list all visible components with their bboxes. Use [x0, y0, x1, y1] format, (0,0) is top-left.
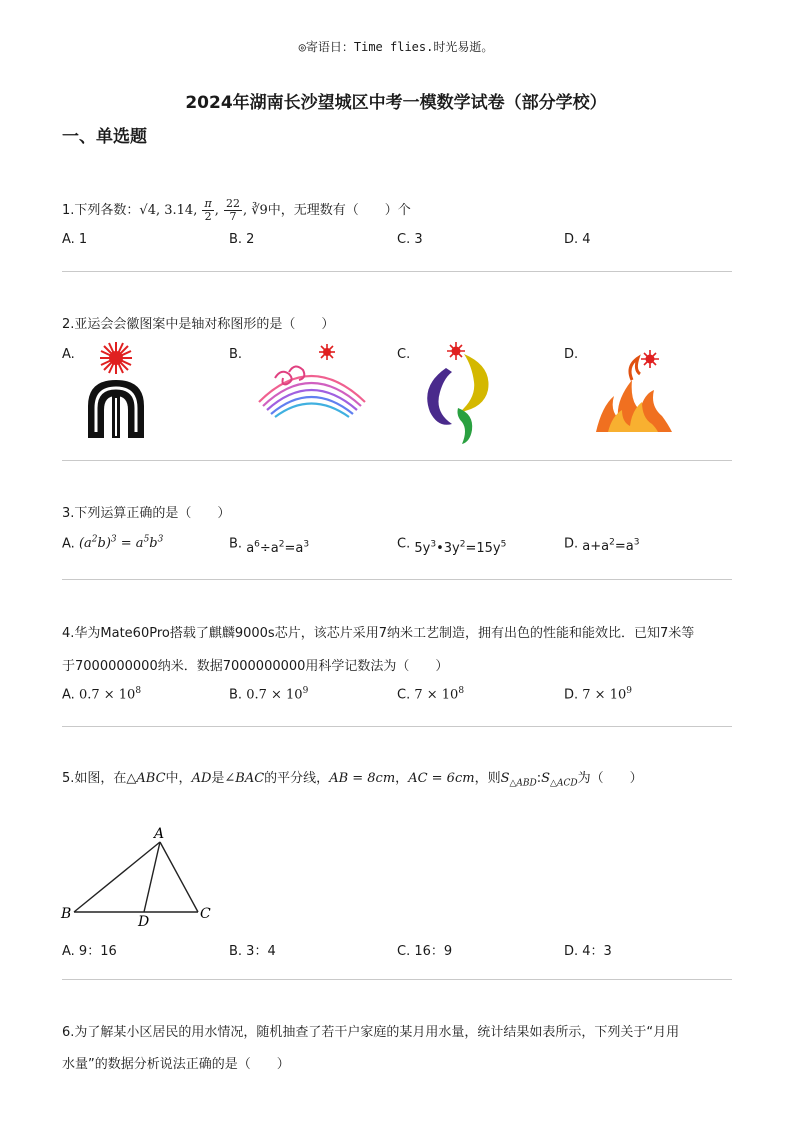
q4-option-c[interactable]: C. $7 \times 10^8$	[397, 686, 465, 703]
q3-option-a[interactable]	[62, 535, 163, 551]
sun-icon	[641, 350, 659, 368]
q3-option-a-label: A.	[62, 536, 75, 552]
green-crescent-icon	[458, 408, 473, 444]
divider	[62, 979, 732, 980]
q1-pi-fraction	[202, 198, 213, 223]
swirl-icon	[275, 366, 304, 384]
yellow-crescent-icon	[460, 354, 489, 412]
q1-22-7-fraction	[224, 198, 242, 223]
q3-option-d[interactable]	[564, 535, 640, 555]
q1-sqrt4: √4	[139, 203, 156, 218]
q1-option-a[interactable]: A. 1	[62, 232, 88, 247]
q1-option-c[interactable]: C. 3	[397, 232, 423, 247]
side-ac	[160, 842, 198, 912]
emblem-c-image[interactable]	[420, 340, 492, 444]
sun-icon	[319, 344, 335, 360]
q3-option-b-expression: $a^6\div a^2=a^3$	[246, 540, 310, 557]
q1-option-d[interactable]: D. 4	[564, 232, 591, 247]
q5-option-b[interactable]: B. 3：4	[229, 944, 276, 959]
q3-option-b[interactable]	[229, 535, 310, 557]
divider	[62, 460, 732, 461]
question-4-line-1: 4.华为Mate60Pro搭载了麒麟9000s芯片，该芯片采用7纳米工艺制造，拥有出色的性能和能效比．已知7米等	[62, 626, 695, 641]
emblem-a-image[interactable]	[82, 340, 154, 442]
q5-option-c[interactable]: C. 16：9	[397, 944, 453, 959]
q1-pi: π	[204, 197, 212, 210]
q5-option-d[interactable]: D. 4：3	[564, 944, 612, 959]
q1-22: 22	[225, 197, 240, 210]
vertex-label-c: C	[200, 906, 211, 922]
q3-option-b-label: B.	[229, 536, 243, 552]
divider	[62, 579, 732, 580]
question-2-stem: 2.亚运会会徽图案中是轴对称图形的是（ ）	[62, 317, 335, 332]
q1-prefix: 1.下列各数：	[62, 203, 140, 218]
q2-option-d-label[interactable]: D.	[564, 347, 579, 362]
question-4-line-2: 于7000000000纳米．数据7000000000用科学记数法为（ ）	[62, 659, 449, 674]
vertex-label-a: A	[154, 826, 165, 842]
page-title: 2024年湖南长沙望城区中考一模数学试卷（部分学校）	[185, 93, 607, 113]
section-heading: 一、单选题	[62, 127, 147, 147]
q1-7: 7	[229, 210, 237, 223]
q3-option-a-expression: $(a^2b)^3 = a^5b^3$	[78, 535, 164, 552]
rainbow-arcs-icon	[259, 376, 365, 417]
q2-option-c-label[interactable]: C.	[397, 347, 411, 362]
q3-option-c[interactable]	[397, 535, 507, 557]
sun-icon	[447, 342, 465, 360]
q4-option-d[interactable]: D. $7 \times 10^9$	[564, 686, 632, 703]
question-6-line-1: 6.为了解某小区居民的用水情况，随机抽查了若干户家庭的某月用水量，统计结果如表所示，下列关于“月用	[62, 1025, 680, 1040]
q3-option-d-label: D.	[564, 536, 579, 552]
q2-option-b-label[interactable]: B.	[229, 347, 243, 362]
page-header-motto: ◎寄语日：Time flies.时光易逝。	[298, 40, 494, 54]
q1-number: 3.14	[164, 203, 194, 218]
q3-option-d-expression: $a+a^2=a^3$	[582, 538, 640, 555]
q5-option-a[interactable]: A. 9：16	[62, 944, 117, 959]
purple-crescent-icon	[427, 368, 452, 425]
triangle-figure	[58, 822, 218, 932]
q2-option-a-label[interactable]: A.	[62, 347, 75, 362]
q1-option-b[interactable]: B. 2	[229, 232, 255, 247]
q4-option-b[interactable]: B. $0.7 \times 10^9$	[229, 686, 309, 703]
vertex-label-b: B	[61, 906, 72, 922]
emblem-shape-icon	[88, 380, 144, 438]
question-3-stem: 3.下列运算正确的是（ ）	[62, 506, 231, 521]
q4-option-a[interactable]: A. $0.7 \times 10^8$	[62, 686, 142, 703]
emblem-b-image[interactable]	[255, 342, 371, 418]
question-6-line-2: 水量”的数据分析说法正确的是（ ）	[62, 1057, 290, 1072]
flame-icon	[596, 358, 672, 432]
point-label-d: D	[138, 914, 150, 930]
q1-two: 2	[204, 210, 212, 223]
sun-icon	[100, 342, 132, 374]
q1-suffix: 中，无理数有（ ）个	[267, 203, 411, 218]
divider	[62, 726, 732, 727]
question-1-stem: 1.下列各数：√4, 3.14, $\frac{\pi}{2}$ , $\frac{22}{7}$ , ∛9中，无理数有（ ）个	[62, 197, 411, 223]
divider	[62, 271, 732, 272]
q1-cbrt9: ∛9	[251, 203, 268, 218]
emblem-d-image[interactable]	[592, 340, 678, 436]
question-5-stem: 5.如图，在△ABC中，AD是∠BAC的平分线，AB = 8cm，AC = 6cm，则$S_{\triangle ABD}:S_{\triangle ACD}$为（ ）	[62, 771, 643, 789]
q3-option-c-label: C.	[397, 536, 411, 552]
q3-option-c-expression: $5y^3•3y^2=15y^5$	[414, 540, 507, 557]
